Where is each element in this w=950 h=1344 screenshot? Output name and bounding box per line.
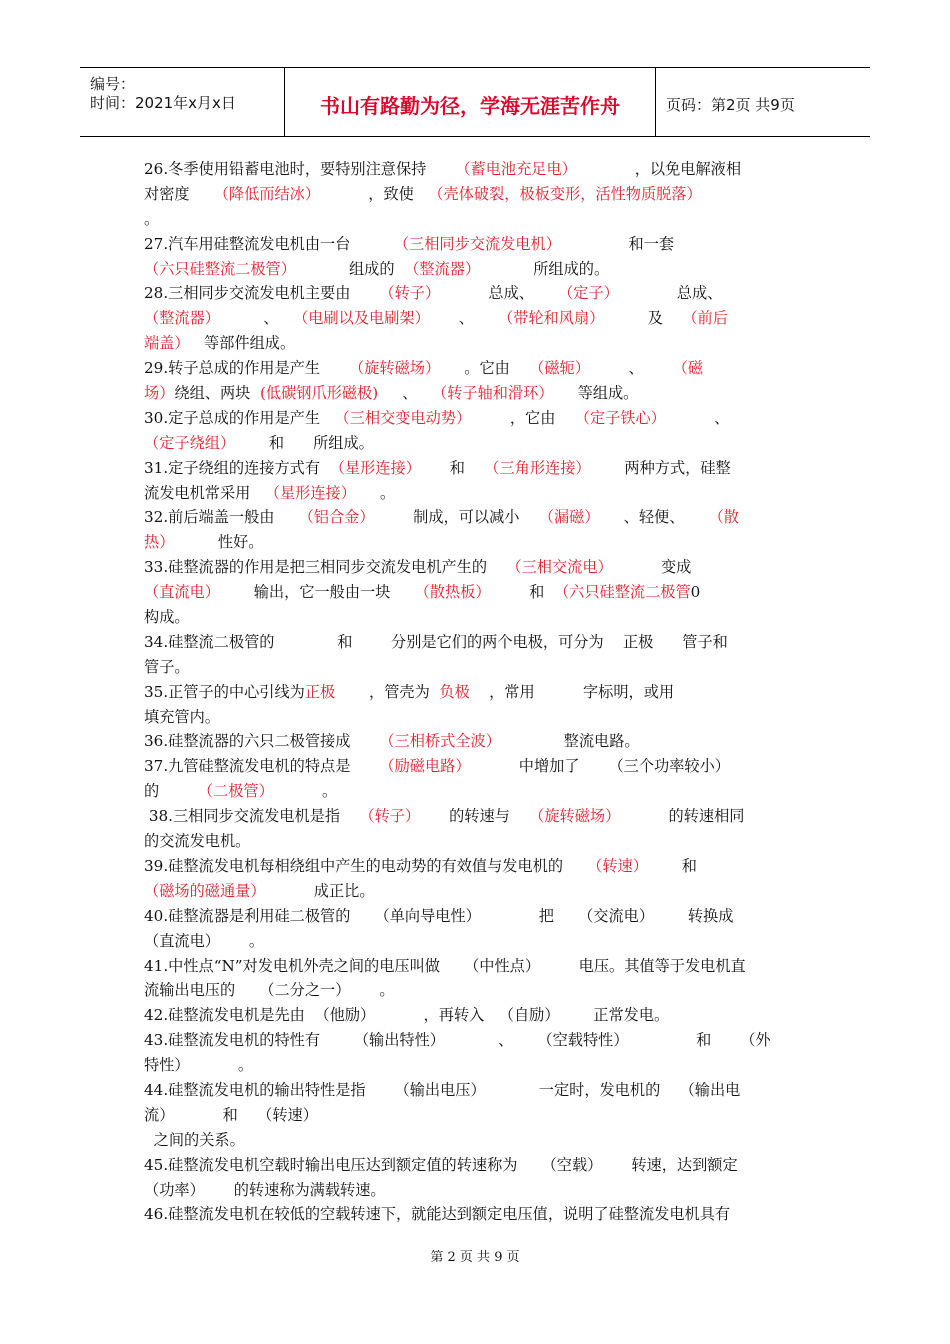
answer-text: （直流电） — [144, 583, 220, 602]
question-text: 33.硅整流器的作用是把三相同步交流发电机产生的 — [144, 558, 507, 577]
answer-text: 热） — [144, 533, 175, 552]
text-line — [144, 605, 806, 630]
question-text: 42.硅整流发电机是先由 （他励） ，再转入 （自励） 正常发电。 — [144, 1006, 670, 1025]
question-text: 28.三相同步交流发电机主要由 — [144, 284, 380, 303]
question-text: 变成 — [612, 558, 692, 577]
question-text: 。 — [273, 782, 338, 801]
question-text: 、 — [219, 309, 294, 328]
question-text: 填充管内。 — [144, 707, 220, 726]
answer-text: (低碳钢爪形磁极) — [259, 384, 379, 403]
answer-text: 正极 — [304, 682, 336, 701]
question-text: 性好。 — [174, 533, 264, 552]
text-line — [144, 281, 806, 306]
header-right-cell — [656, 68, 870, 136]
question-text: 和 — [647, 856, 697, 875]
question-text: ，以免电解液相 — [576, 160, 742, 178]
text-line — [144, 1003, 806, 1028]
answer-text: 负极 — [439, 682, 470, 701]
text-line — [144, 904, 806, 929]
question-text: 的交流发电机。 — [144, 832, 251, 851]
question-text: 。它由 — [440, 359, 530, 378]
answer-text: （三相桥式全波） — [379, 732, 501, 751]
answer-text: （星形连接） — [264, 483, 356, 502]
question-text: 成正比。 — [265, 881, 375, 900]
answer-text: （励磁电路） — [379, 757, 471, 776]
text-line — [144, 929, 806, 954]
answer-text: （转子） — [359, 807, 421, 826]
page-footer: 第 2 页 共 9 页 — [430, 1250, 520, 1265]
answer-text: （铝合金） — [298, 508, 375, 527]
question-text: 。 — [355, 483, 396, 502]
text-line — [144, 1078, 806, 1103]
text-line — [144, 1178, 806, 1203]
answer-text: （六只硅整流二极管） — [144, 259, 296, 278]
question-text: （直流电） 。 — [144, 931, 265, 950]
question-text: 管子。 — [144, 657, 190, 676]
answer-text: （定子铁心） — [574, 408, 666, 427]
question-text: ，管壳为 — [335, 682, 440, 701]
text-line — [144, 854, 806, 879]
question-text: 、轻便、 — [599, 508, 709, 527]
question-text: 40.硅整流器是利用硅二极管的 （单向导电性） 把 （交流电） 转换成 — [144, 906, 734, 925]
document-date: 时间：2021年x月x日 — [90, 94, 236, 112]
text-line — [144, 978, 806, 1003]
header-table — [80, 67, 870, 137]
question-text: 和一套 — [560, 234, 675, 253]
text-line — [144, 157, 806, 182]
question-text: 的 — [144, 782, 198, 801]
question-text: 30.定子总成的作用是产生 — [144, 408, 335, 427]
question-text: 32.前后端盖一般由 — [144, 508, 299, 527]
text-line — [144, 381, 806, 406]
text-line — [144, 655, 806, 680]
text-line — [144, 954, 806, 979]
text-line — [144, 754, 806, 779]
text-line — [144, 232, 806, 257]
text-line — [144, 331, 806, 356]
answer-text: （定子绕组） — [144, 433, 236, 452]
text-line — [144, 406, 806, 431]
answer-text: （三相同步交流发电机） — [393, 234, 561, 253]
text-line — [144, 530, 806, 555]
question-text: 。 — [144, 209, 160, 228]
text-line — [144, 680, 806, 705]
answer-text: （磁 — [672, 359, 704, 378]
question-text: 41.中性点“N”对发电机外壳之间的电压叫做 （中性点） 电压。其值等于发电机直 — [144, 956, 746, 975]
question-text: ，常用 字标明，或用 — [469, 682, 675, 701]
answer-text: （三相交变电动势） — [334, 408, 472, 427]
question-text: 等部件组成。 — [189, 334, 296, 353]
question-text: 和 — [420, 458, 485, 477]
text-line — [144, 1202, 806, 1227]
answer-text: （带轮和风扇） — [498, 309, 605, 328]
question-text: 44.硅整流发电机的输出特性是指 （输出电压） 一定时，发电机的 （输出电 — [144, 1080, 741, 1099]
question-text: 26.冬季使用铅蓄电池时，要特别注意保持 — [144, 160, 456, 178]
header-motto: 书山有路勤为径，学海无涯苦作舟 — [320, 94, 620, 118]
header-page-info: 页码：第2页 共9页 — [666, 96, 795, 114]
text-line — [144, 1053, 806, 1078]
question-text: 制成，可以减小 — [374, 508, 539, 527]
question-text: 和 — [490, 583, 554, 602]
question-text: 组成的 — [295, 259, 405, 278]
document-number-label: 编号： — [90, 75, 136, 93]
question-text: ，致使 — [320, 184, 429, 203]
text-line — [144, 1153, 806, 1178]
text-line — [144, 257, 806, 282]
answer-text: （转子） — [379, 284, 441, 303]
answer-text: （旋转磁场） — [529, 807, 621, 826]
text-line — [144, 555, 806, 580]
question-text: 29.转子总成的作用是产生 — [144, 359, 349, 378]
text-line — [144, 705, 806, 730]
question-text: 39.硅整流发电机每相绕组中产生的电动势的有效值与发电机的 — [144, 856, 588, 875]
question-text: 36.硅整流器的六只二极管接成 — [144, 732, 380, 751]
question-text: 、 — [589, 359, 673, 378]
text-line — [144, 1128, 806, 1153]
answer-text: （壳体破裂，极板变形，活性物质脱落） — [428, 184, 702, 203]
answer-text: （前后 — [682, 309, 728, 328]
question-text: 、 — [665, 408, 730, 427]
question-text: 整流电路。 — [500, 732, 640, 751]
answer-text: （转子轴和滑环） — [431, 384, 554, 403]
question-text: ，它由 — [471, 408, 575, 427]
answer-text: （蓄电池充足电） — [455, 160, 577, 178]
answer-text: （星形连接） — [329, 458, 421, 477]
text-line — [144, 1028, 806, 1053]
question-text: 的转速相同 — [620, 807, 745, 826]
question-text: 和 所组成。 — [235, 433, 374, 452]
question-text: 总成、 — [618, 284, 723, 303]
answer-text: （旋转磁场） — [349, 359, 441, 378]
question-text: 输出，它一般由一块 — [219, 583, 415, 602]
question-text: 及 — [604, 309, 683, 328]
question-text: 流发电机常采用 — [144, 483, 265, 502]
answer-text: （转速） — [587, 856, 648, 875]
question-text: 对密度 — [144, 184, 214, 203]
text-line — [144, 481, 806, 506]
question-text: 等组成。 — [553, 384, 639, 403]
answer-text: （三相交流电） — [506, 558, 613, 577]
answer-text: （磁轭） — [529, 359, 590, 378]
text-line — [144, 431, 806, 456]
header-middle-cell — [284, 68, 656, 136]
question-text: 流输出电压的 （二分之一） 。 — [144, 981, 395, 1000]
question-text: 绕组、两块 — [174, 384, 260, 403]
question-text: 43.硅整流发电机的特性有 （输出特性） 、 （空载特性） 和 （外 — [144, 1031, 771, 1050]
text-line — [144, 182, 806, 207]
question-text: 、 — [378, 384, 432, 403]
text-line — [144, 729, 806, 754]
question-text: 37.九管硅整流发电机的特点是 — [144, 757, 380, 776]
text-line — [144, 456, 806, 481]
question-text: 31.定子绕组的连接方式有 — [144, 458, 330, 477]
question-text: 之间的关系。 — [144, 1130, 245, 1149]
answer-text: 端盖） — [144, 334, 190, 353]
header-left-cell — [80, 68, 284, 136]
question-text: 特性） 。 — [144, 1056, 254, 1075]
question-text: 0 — [690, 583, 701, 602]
question-text: 46.硅整流发电机在较低的空载转速下，就能达到额定电压值，说明了硅整流发电机具有 — [144, 1205, 731, 1224]
answer-text: （电刷以及电刷架） — [293, 309, 430, 328]
question-text: 所组成的。 — [480, 259, 610, 278]
text-line — [144, 804, 806, 829]
text-line — [144, 356, 806, 381]
question-text: 27.汽车用硅整流发电机由一台 — [144, 234, 394, 253]
answer-text: （六只硅整流二极管 — [553, 583, 691, 602]
text-line — [144, 207, 806, 232]
question-text: 两种方式，硅整 — [590, 458, 731, 477]
text-line — [144, 580, 806, 605]
text-line — [144, 879, 806, 904]
text-line — [144, 630, 806, 655]
question-text: 总成、 — [440, 284, 559, 303]
answer-text: （二极管） — [197, 782, 274, 801]
text-line — [144, 779, 806, 804]
answer-text: （整流器） — [404, 259, 481, 278]
question-text: 45.硅整流发电机空载时输出电压达到额定值的转速称为 （空载） 转速，达到额定 — [144, 1155, 738, 1174]
answer-text: （漏磁） — [538, 508, 600, 527]
answer-text: （散热板） — [414, 583, 491, 602]
text-line — [144, 306, 806, 331]
text-line — [144, 505, 806, 530]
question-text: 构成。 — [144, 608, 190, 627]
question-text: （功率） 的转速称为满载转速。 — [144, 1180, 386, 1199]
text-line — [144, 829, 806, 854]
question-text: 中增加了 （三个功率较小） — [470, 757, 730, 776]
document-body — [144, 157, 806, 1227]
question-text: 38.三相同步交流发电机是指 — [144, 807, 360, 826]
question-text: 的转速与 — [420, 807, 530, 826]
answer-text: （磁场的磁通量） — [144, 881, 266, 900]
answer-text: （散 — [708, 508, 739, 527]
answer-text: （整流器） — [144, 309, 220, 328]
answer-text: （降低而结冰） — [213, 184, 321, 203]
text-line — [144, 1103, 806, 1128]
answer-text: （定子） — [558, 284, 619, 303]
question-text: 流） 和 （转速） — [144, 1105, 318, 1124]
answer-text: （三角形连接） — [484, 458, 591, 477]
question-text: 35.正管子的中心引线为 — [144, 682, 305, 701]
answer-text: 场） — [144, 384, 175, 403]
question-text: 、 — [429, 309, 499, 328]
question-text: 34.硅整流二极管的 和 分别是它们的两个电极，可分为 正极 管子和 — [144, 632, 728, 651]
